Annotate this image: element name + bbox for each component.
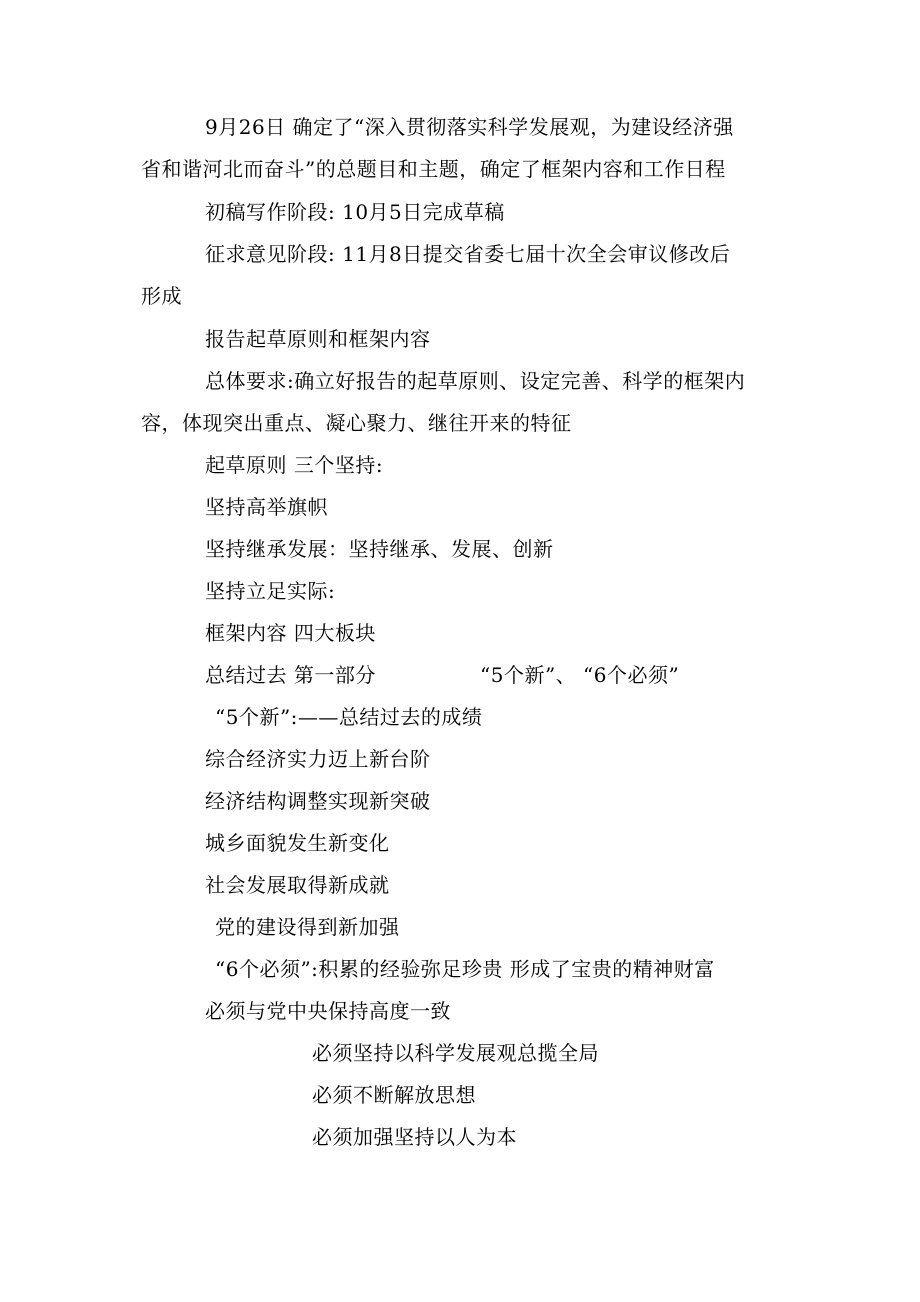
text-line-consultation-stage-cont: 形成 <box>141 284 182 308</box>
list-item-principle-2: 坚持继承发展：坚持继承、发展、创新 <box>205 537 554 561</box>
list-item-five-new-5: 党的建设得到新加强 <box>215 915 400 939</box>
text-line-overall-requirement-cont: 容，体现突出重点、凝心聚力、继往开来的特征 <box>141 411 572 435</box>
text-line-overall-requirement: 总体要求:确立好报告的起草原则、设定完善、科学的框架内 <box>205 369 746 393</box>
text-line-date-decision-cont: 省和谐河北而奋斗”的总题目和主题，确定了框架内容和工作日程 <box>141 157 726 181</box>
text-line-drafting-principles: 起草原则 三个坚持: <box>205 453 384 477</box>
list-item-six-musts-1: 必须与党中央保持高度一致 <box>205 999 451 1023</box>
list-item-five-new-3: 城乡面貌发生新变化 <box>205 831 390 855</box>
section-heading-principles: 报告起草原则和框架内容 <box>205 327 431 351</box>
text-line-part-one-topics: “5个新”、 “6个必须” <box>480 663 680 687</box>
text-line-five-new-heading: “5个新”:——总结过去的成绩 <box>215 705 483 729</box>
text-line-consultation-stage: 征求意见阶段: 11月8日提交省委七届十次全会审议修改后 <box>205 242 731 266</box>
list-item-five-new-2: 经济结构调整实现新突破 <box>205 789 431 813</box>
list-item-principle-1: 坚持高举旗帜 <box>205 495 328 519</box>
list-item-six-musts-2: 必须坚持以科学发展观总揽全局 <box>312 1041 599 1065</box>
list-item-principle-3: 坚持立足实际: <box>205 579 336 603</box>
text-line-six-musts-heading: “6个必须”:积累的经验弥足珍贵 形成了宝贵的精神财富 <box>215 957 715 981</box>
text-line-part-one-label: 总结过去 第一部分 <box>205 663 376 687</box>
list-item-six-musts-3: 必须不断解放思想 <box>312 1083 476 1107</box>
list-item-six-musts-4: 必须加强坚持以人为本 <box>312 1125 517 1149</box>
text-line-draft-stage: 初稿写作阶段: 10月5日完成草稿 <box>205 200 505 224</box>
text-line-framework: 框架内容 四大板块 <box>205 621 376 645</box>
list-item-five-new-1: 综合经济实力迈上新台阶 <box>205 747 431 771</box>
list-item-five-new-4: 社会发展取得新成就 <box>205 873 390 897</box>
text-line-date-decision: 9月26日 确定了“深入贯彻落实科学发展观，为建设经济强 <box>205 115 734 139</box>
